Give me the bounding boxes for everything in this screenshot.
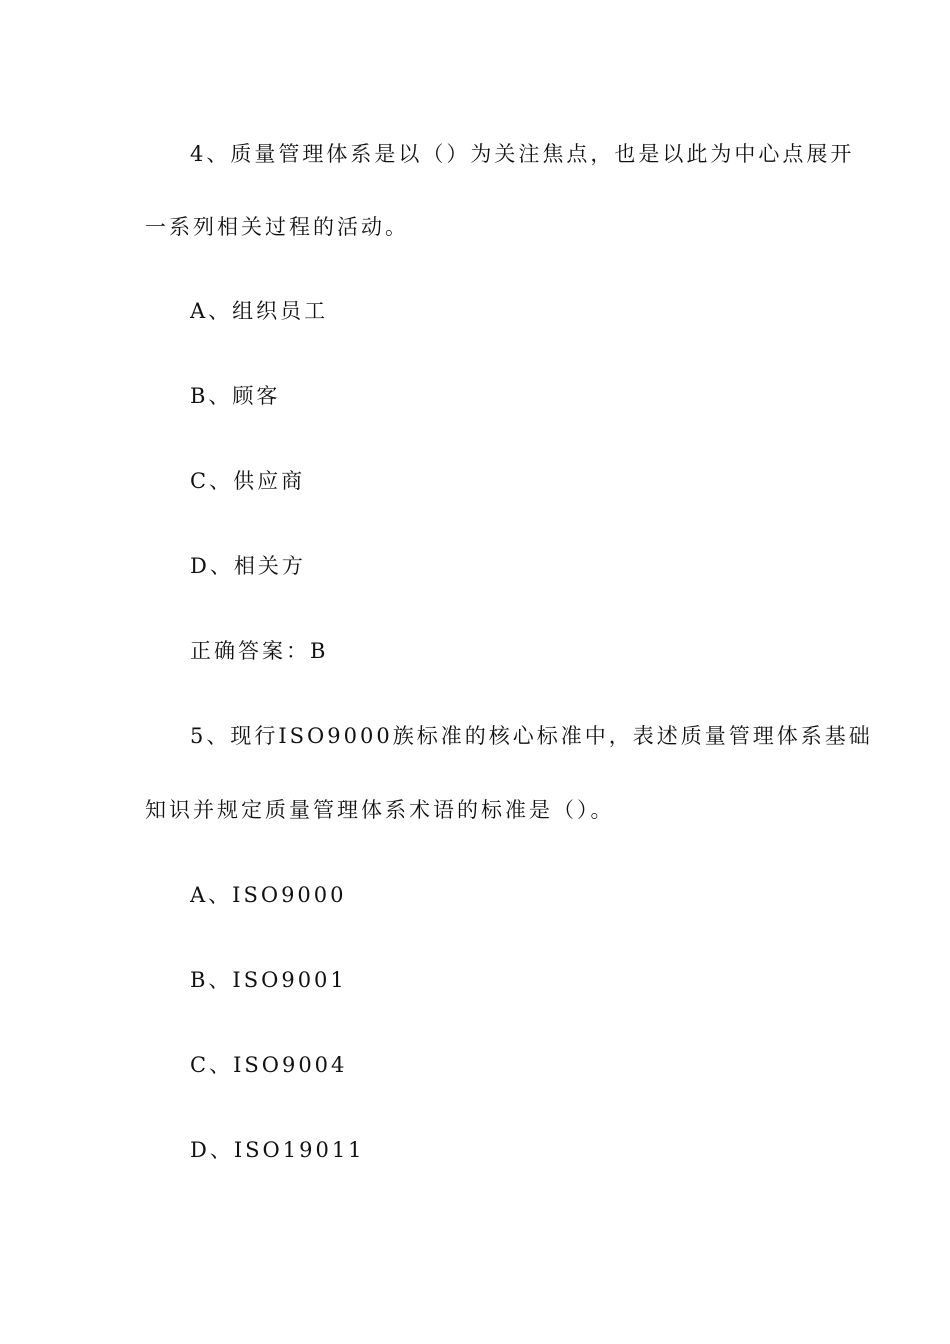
question-4-stem-line-2: 一系列相关过程的活动。	[145, 215, 409, 239]
question-4-option-a: A、组织员工	[190, 299, 329, 323]
question-4-option-c: C、供应商	[190, 469, 306, 493]
question-5-option-a: A、ISO9000	[190, 883, 347, 907]
question-5-option-c: C、ISO9004	[190, 1053, 348, 1077]
question-4-stem-line-1: 4、质量管理体系是以（）为关注焦点，也是以此为中心点展开	[190, 142, 855, 166]
question-4-answer: 正确答案：B	[190, 639, 329, 663]
question-4-option-d: D、相关方	[190, 554, 306, 578]
question-5-option-b: B、ISO9001	[190, 968, 347, 992]
question-5-stem-line-1: 5、现行ISO9000族标准的核心标准中，表述质量管理体系基础	[190, 724, 873, 748]
question-5-stem-line-2: 知识并规定质量管理体系术语的标准是（）。	[145, 798, 615, 822]
question-5-option-d: D、ISO19011	[190, 1138, 365, 1162]
question-4-option-b: B、顾客	[190, 384, 281, 408]
